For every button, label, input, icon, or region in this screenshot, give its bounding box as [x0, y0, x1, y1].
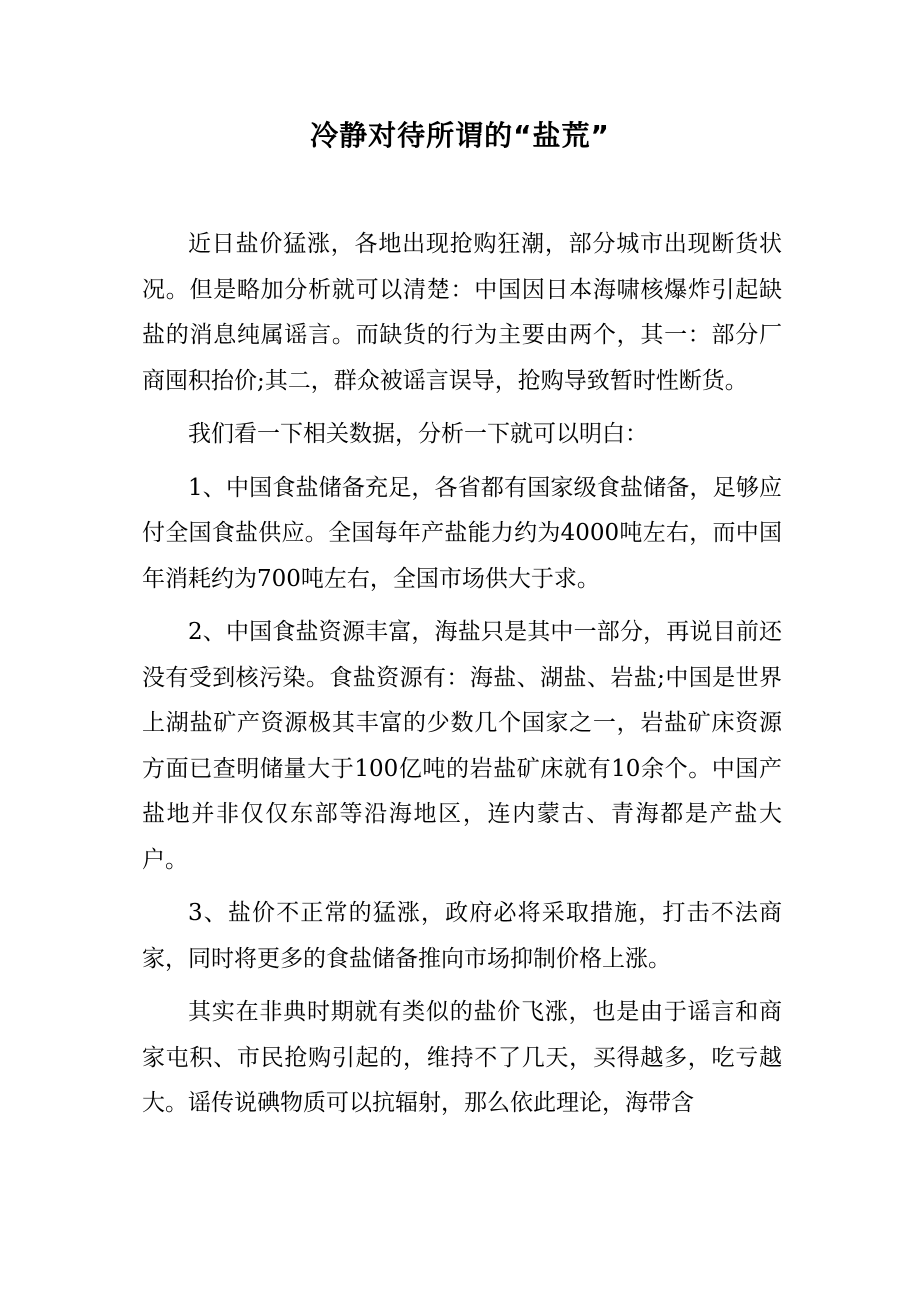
paragraph-point-1: 1、中国食盐储备充足，各省都有国家级食盐储备，足够应付全国食盐供应。全国每年产盐能力约为4000吨左右，而中国年消耗约为700吨左右，全国市场供大于求。 — [142, 474, 782, 592]
paragraph-sars-history: 其实在非典时期就有类似的盐价飞涨，也是由于谣言和商家屯积、市民抢购引起的，维持不了几天，买得越多，吃亏越大。谣传说碘物质可以抗辐射，那么依此理论，海带含 — [142, 999, 782, 1116]
document-title: 冷静对待所谓的“盐荒” — [310, 119, 610, 152]
paragraph-intro: 近日盐价猛涨，各地出现抢购狂潮，部分城市出现断货状况。但是略加分析就可以清楚：中国因日本海啸核爆炸引起缺盐的消息纯属谣言。而缺货的行为主要由两个，其一：部分厂商囤积抬价;其二，群众被谣言误导，抢购导致暂时性断货。 — [142, 231, 782, 394]
paragraph-point-2: 2、中国食盐资源丰富，海盐只是其中一部分，再说目前还没有受到核污染。食盐资源有：海盐、湖盐、岩盐;中国是世界上湖盐矿产资源极其丰富的少数几个国家之一，岩盐矿床资源方面已查明储量大于100亿吨的岩盐矿床就有10余个。中国产盐地并非仅仅东部等沿海地区，连内蒙古、青海都是产盐大户。 — [142, 619, 782, 873]
document-body — [142, 222, 782, 1135]
paragraph-point-3: 3、盐价不正常的猛涨，政府必将采取措施，打击不法商家，同时将更多的食盐储备推向市场抑制价格上涨。 — [142, 900, 782, 972]
paragraph-data-lead: 我们看一下相关数据，分析一下就可以明白： — [188, 421, 648, 447]
